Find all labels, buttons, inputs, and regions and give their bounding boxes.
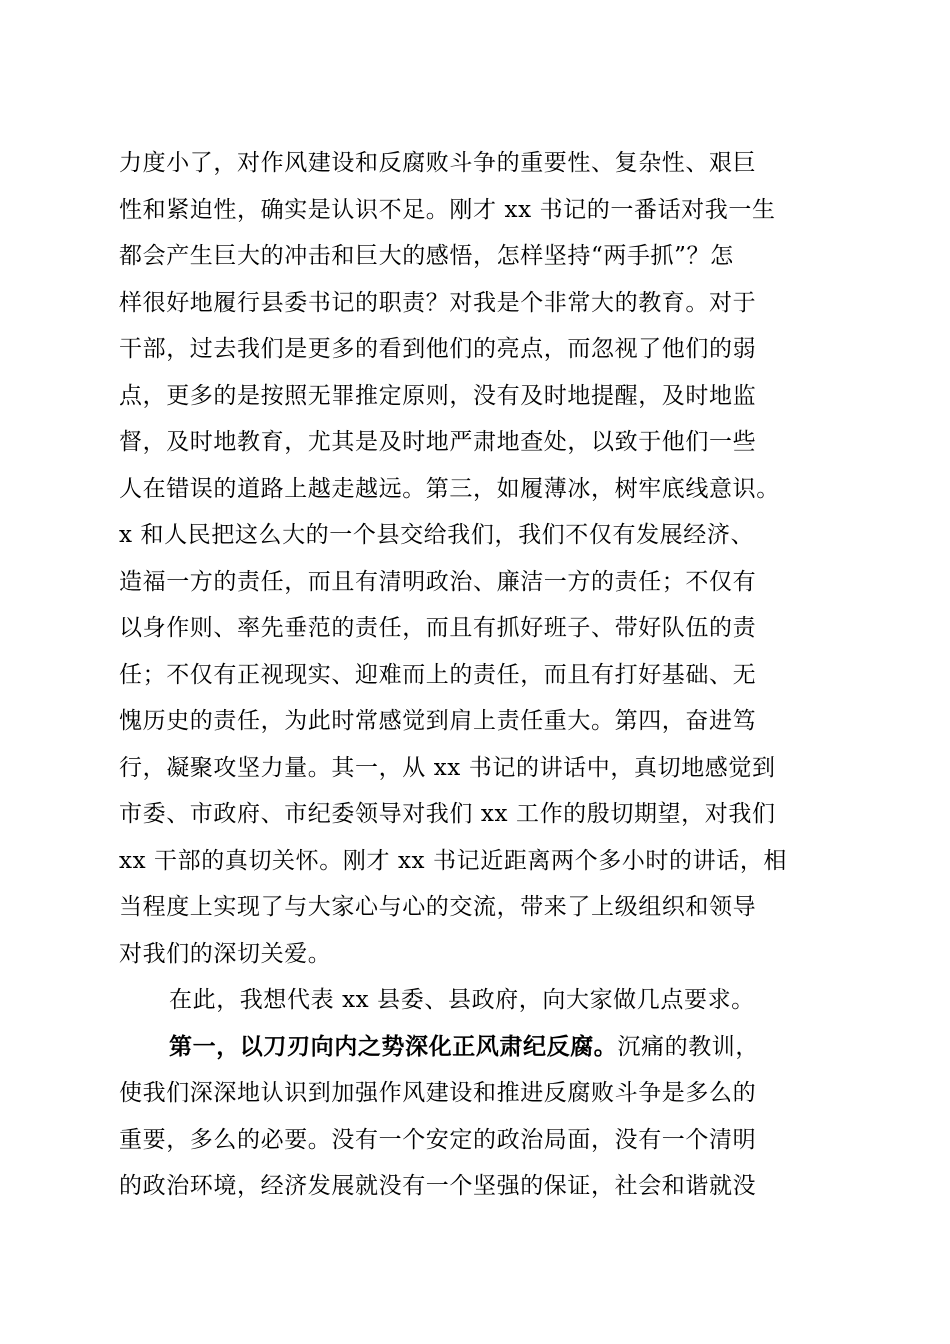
text-line: 点，更多的是按照无罪推定原则，没有及时地提醒，及时地监 bbox=[119, 382, 757, 409]
section-heading-line bbox=[119, 1024, 839, 1071]
text-line: 对我们的深切关爱。 bbox=[119, 940, 332, 967]
text-line: 性和紧迫性，确实是认识不足。刚才 xx 书记的一番话对我一生 bbox=[119, 196, 776, 223]
body-text bbox=[119, 140, 839, 1210]
text-line: 任；不仅有正视现实、迎难而上的责任，而且有打好基础、无 bbox=[119, 661, 757, 688]
text-line: 样很好地履行县委书记的职责？对我是个非常大的教育。对于 bbox=[119, 289, 757, 316]
text-line: 造福一方的责任，而且有清明政治、廉洁一方的责任；不仅有 bbox=[119, 568, 757, 595]
text-line: xx 干部的真切关怀。刚才 xx 书记近距离两个多小时的讲话，相 bbox=[119, 847, 788, 874]
text-line: 以身作则、率先垂范的责任，而且有抓好班子、带好队伍的责 bbox=[119, 615, 757, 641]
text-line: 都会产生巨大的冲击和巨大的感悟，怎样坚持“两手抓”？怎 bbox=[119, 243, 734, 269]
text-line: 的政治环境，经济发展就没有一个坚强的保证，社会和谐就没 bbox=[119, 1173, 757, 1199]
text-line: 督，及时地教育，尤其是及时地严肃地查处，以致于他们一些 bbox=[119, 429, 757, 455]
text-line: x 和人民把这么大的一个县交给我们，我们不仅有发展经济、 bbox=[119, 522, 755, 548]
text-line: 力度小了，对作风建设和反腐败斗争的重要性、复杂性、艰巨 bbox=[119, 150, 757, 176]
text-line: 市委、市政府、市纪委领导对我们 xx 工作的殷切期望，对我们 bbox=[119, 801, 776, 827]
text-line: 使我们深深地认识到加强作风建设和推进反腐败斗争是多么的 bbox=[119, 1080, 757, 1106]
paragraph-intro: 在此，我想代表 xx 县委、县政府，向大家做几点要求。 bbox=[169, 987, 755, 1013]
text-line: 行，凝聚攻坚力量。其一，从 xx 书记的讲话中，真切地感觉到 bbox=[119, 754, 776, 781]
text-line: 重要，多么的必要。没有一个安定的政治局面，没有一个清明 bbox=[119, 1126, 757, 1153]
section-heading: 第一，以刀刃向内之势深化正风肃纪反腐。 bbox=[169, 1032, 618, 1060]
text-line: 愧历史的责任，为此时常感觉到肩上责任重大。第四，奋进笃 bbox=[119, 708, 757, 734]
section-text: 沉痛的教训， bbox=[617, 1033, 760, 1060]
text-line: 当程度上实现了与大家心与心的交流，带来了上级组织和领导 bbox=[119, 894, 757, 920]
text-line: 干部，过去我们是更多的看到他们的亮点，而忽视了他们的弱 bbox=[119, 336, 757, 362]
text-line: 人在错误的道路上越走越远。第三，如履薄冰，树牢底线意识。 bbox=[119, 475, 780, 502]
